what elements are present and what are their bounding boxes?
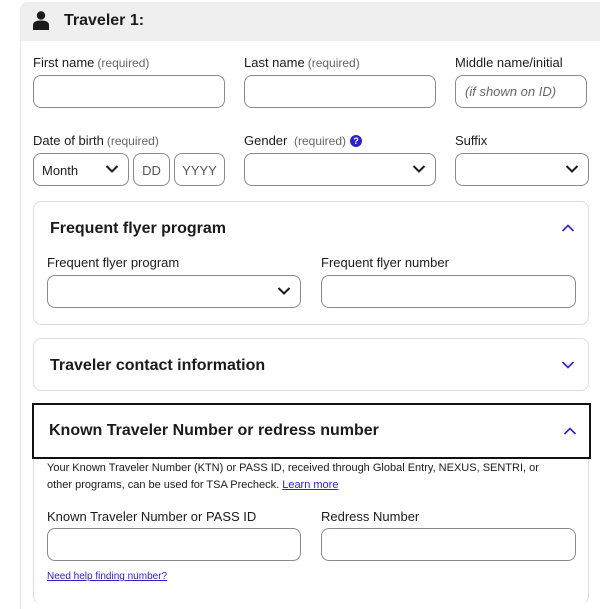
chevron-down-icon [105, 164, 119, 174]
ktn-description [47, 460, 557, 494]
help-icon[interactable]: ? [350, 135, 362, 147]
suffix-select[interactable] [455, 153, 589, 186]
last-name-label-text: Last name [244, 55, 305, 70]
first-name-required: (required) [97, 56, 150, 70]
traveler-title: Traveler 1: [64, 12, 145, 29]
ktn-panel-header[interactable] [32, 403, 591, 459]
dob-month-select[interactable] [33, 153, 129, 186]
ktn-description-text: Your Known Traveler Number (KTN) or PASS ID, received through Global Entry, NEXUS, SENTRI, or other programs, can be used for TSA Precheck. [47, 462, 539, 491]
first-name-field[interactable] [33, 75, 225, 108]
contact-panel[interactable] [33, 338, 589, 391]
dob-day-placeholder: DD [142, 163, 161, 178]
dob-year-field[interactable] [174, 153, 225, 186]
gender-label [244, 133, 362, 148]
chevron-down-icon [277, 286, 291, 296]
last-name-required: (required) [307, 56, 360, 70]
suffix-label: Suffix [455, 133, 488, 148]
last-name-field[interactable] [244, 75, 436, 108]
dob-day-field[interactable] [133, 153, 170, 186]
middle-name-placeholder: (if shown on ID) [465, 84, 557, 99]
chevron-down-icon [565, 164, 579, 174]
last-name-label [244, 55, 360, 70]
chevron-down-icon[interactable] [561, 360, 575, 370]
redress-field[interactable] [321, 528, 576, 561]
contact-title[interactable]: Traveler contact information [50, 357, 266, 374]
chevron-up-icon[interactable] [561, 223, 575, 233]
dob-required: (required) [106, 134, 159, 148]
ktn-label: Known Traveler Number or PASS ID [47, 509, 257, 524]
gender-select[interactable] [244, 153, 436, 186]
middle-name-field[interactable] [455, 75, 587, 108]
traveler-header [20, 2, 600, 41]
middle-name-label: Middle name/initial [455, 55, 563, 70]
gender-label-text: Gender [244, 133, 288, 148]
help-finding-number-link[interactable]: Need help finding number? [47, 571, 168, 582]
dob-label [33, 133, 159, 148]
gender-required: (required) [294, 134, 347, 148]
frequent-flyer-program-label: Frequent flyer program [47, 255, 180, 270]
dob-month-value: Month [42, 163, 79, 178]
frequent-flyer-number-field[interactable] [321, 275, 576, 308]
chevron-up-icon[interactable] [563, 426, 577, 436]
first-name-label [33, 55, 149, 70]
frequent-flyer-title[interactable]: Frequent flyer program [50, 220, 227, 237]
learn-more-link[interactable]: Learn more [282, 479, 339, 491]
dob-label-text: Date of birth [33, 133, 104, 148]
chevron-down-icon [412, 164, 426, 174]
frequent-flyer-number-label: Frequent flyer number [321, 255, 449, 270]
person-icon [33, 11, 49, 30]
first-name-label-text: First name [33, 55, 95, 70]
ktn-field[interactable] [47, 528, 301, 561]
dob-year-placeholder: YYYY [182, 163, 217, 178]
redress-label: Redress Number [321, 509, 420, 524]
frequent-flyer-program-select[interactable] [47, 275, 301, 308]
ktn-title[interactable]: Known Traveler Number or redress number [49, 422, 379, 439]
